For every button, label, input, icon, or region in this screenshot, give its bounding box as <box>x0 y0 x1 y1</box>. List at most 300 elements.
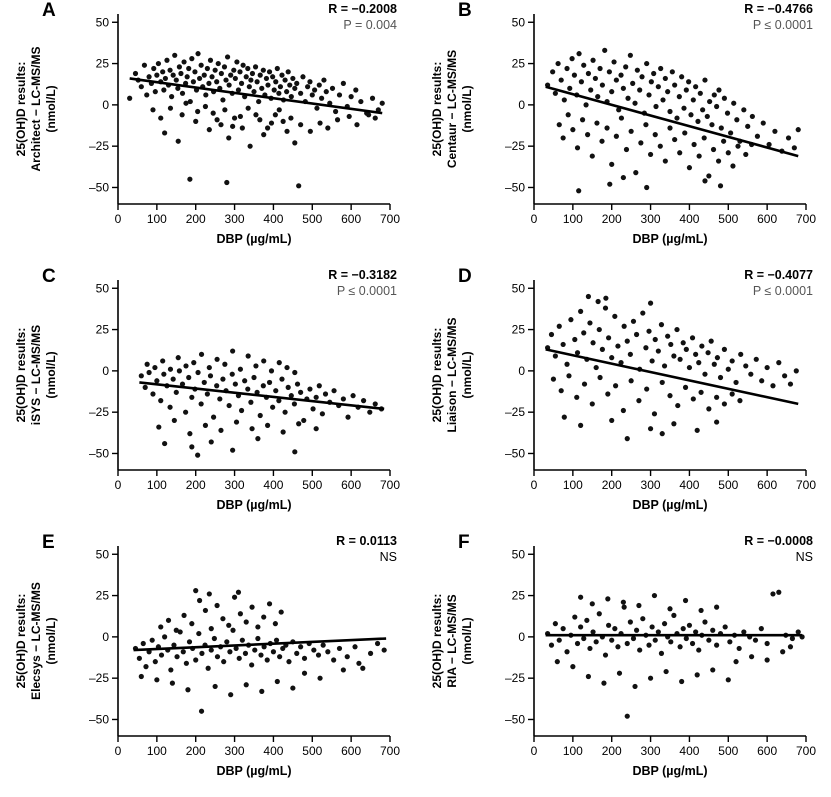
y-axis-label-line: Centaur − LC-MS/MS <box>445 49 459 169</box>
data-point <box>292 86 297 91</box>
x-tick-label: 300 <box>224 744 245 758</box>
data-point <box>341 667 346 672</box>
y-axis-label <box>14 546 59 736</box>
data-point <box>220 616 225 621</box>
x-tick-label: 400 <box>263 478 284 492</box>
data-point <box>702 135 707 140</box>
data-point <box>553 353 558 358</box>
data-point <box>567 86 572 91</box>
data-point <box>207 591 212 596</box>
data-point <box>695 428 700 433</box>
data-point <box>228 73 233 78</box>
data-point <box>731 101 736 106</box>
x-tick-label: 300 <box>640 212 661 226</box>
data-point <box>681 626 686 631</box>
data-point <box>281 429 286 434</box>
data-point <box>214 117 219 122</box>
data-point <box>644 185 649 190</box>
data-point <box>693 352 698 357</box>
data-point <box>628 619 633 624</box>
data-point <box>559 388 564 393</box>
data-point <box>252 647 257 652</box>
data-point <box>561 342 566 347</box>
data-point <box>710 667 715 672</box>
data-point <box>719 125 724 130</box>
data-point <box>735 144 740 149</box>
data-point <box>207 127 212 132</box>
data-point <box>333 109 338 114</box>
data-point <box>557 122 562 127</box>
data-point <box>302 671 307 676</box>
data-point <box>224 639 229 644</box>
data-point <box>237 69 242 74</box>
data-point <box>273 388 278 393</box>
data-point <box>185 74 190 79</box>
data-point <box>650 624 655 629</box>
data-point <box>621 175 626 180</box>
data-point <box>738 352 743 357</box>
data-point <box>265 82 270 87</box>
data-point <box>345 415 350 420</box>
data-point <box>321 77 326 82</box>
correlation-value: R = 0.0113 <box>336 534 397 548</box>
data-point <box>267 601 272 606</box>
y-tick-label: –25 <box>88 671 109 686</box>
data-point <box>256 99 261 104</box>
data-point <box>281 119 286 124</box>
data-point <box>178 71 183 76</box>
panel-letter-b: B <box>458 0 472 21</box>
data-point <box>632 101 637 106</box>
data-point <box>230 124 235 129</box>
y-tick-label: 25 <box>95 56 109 71</box>
data-point <box>225 54 230 59</box>
data-point <box>699 343 704 348</box>
data-point <box>317 82 322 87</box>
data-point <box>302 656 307 661</box>
data-point <box>311 647 316 652</box>
data-point <box>564 649 569 654</box>
y-tick-label: 0 <box>518 363 525 378</box>
data-point <box>679 679 684 684</box>
data-point <box>197 598 202 603</box>
data-point <box>240 125 245 130</box>
data-point <box>600 347 605 352</box>
data-point <box>232 595 237 600</box>
data-point <box>221 659 226 664</box>
data-point <box>172 53 177 58</box>
data-point <box>653 104 658 109</box>
data-point <box>292 370 297 375</box>
y-tick-label: –50 <box>88 180 109 195</box>
data-point <box>653 337 658 342</box>
data-point <box>180 112 185 117</box>
data-point <box>635 68 640 73</box>
data-point <box>671 421 676 426</box>
data-point <box>257 117 262 122</box>
data-point <box>628 53 633 58</box>
data-point <box>578 423 583 428</box>
data-point <box>682 130 687 135</box>
data-point <box>298 390 303 395</box>
data-point <box>218 428 223 433</box>
data-point <box>267 69 272 74</box>
data-point <box>659 322 664 327</box>
data-point <box>656 84 661 89</box>
data-point <box>248 77 253 82</box>
data-point <box>714 395 719 400</box>
data-point <box>258 652 263 657</box>
data-point <box>636 398 641 403</box>
data-point <box>587 320 592 325</box>
scatter-plot-e <box>74 546 406 766</box>
data-point <box>227 82 232 87</box>
x-tick-label: 0 <box>530 744 538 758</box>
data-point <box>276 91 281 96</box>
data-point <box>353 87 358 92</box>
data-point <box>187 431 192 436</box>
data-point <box>158 115 163 120</box>
data-point <box>261 614 266 619</box>
data-point <box>153 659 158 664</box>
data-point <box>236 590 241 595</box>
data-point <box>352 644 357 649</box>
data-point <box>150 638 155 643</box>
data-point <box>733 380 738 385</box>
data-point <box>162 634 167 639</box>
data-point <box>621 600 626 605</box>
data-point <box>674 115 679 120</box>
data-point <box>776 360 781 365</box>
data-point <box>730 163 735 168</box>
data-point <box>181 649 186 654</box>
y-axis-label-line: (nmol/L) <box>460 85 474 133</box>
y-tick-label: 0 <box>102 363 109 378</box>
scatter-plot-f <box>490 546 822 766</box>
data-point <box>248 144 253 149</box>
data-point <box>244 682 249 687</box>
data-point <box>177 64 182 69</box>
data-point <box>228 692 233 697</box>
data-point <box>665 334 670 339</box>
y-axis-label <box>14 14 59 204</box>
y-tick-label: –50 <box>504 180 525 195</box>
data-point <box>277 654 282 659</box>
y-axis-label-line: Liaison − LC-MS/MS <box>445 317 459 433</box>
x-tick-label: 500 <box>302 478 323 492</box>
data-point <box>234 59 239 64</box>
data-point <box>273 79 278 84</box>
data-point <box>566 112 571 117</box>
data-point <box>349 94 354 99</box>
data-point <box>373 401 378 406</box>
data-point <box>294 81 299 86</box>
data-point <box>622 324 627 329</box>
panel-letter-a: A <box>42 0 56 21</box>
data-point <box>193 657 198 662</box>
data-point <box>638 140 643 145</box>
data-point <box>730 391 735 396</box>
data-point <box>145 362 150 367</box>
data-point <box>189 395 194 400</box>
x-tick-label: 100 <box>562 212 583 226</box>
data-point <box>632 684 637 689</box>
data-point <box>698 608 703 613</box>
data-point <box>792 145 797 150</box>
data-point <box>609 162 614 167</box>
data-point <box>674 327 679 332</box>
data-point <box>726 677 731 682</box>
data-point <box>691 396 696 401</box>
data-point <box>749 654 754 659</box>
data-point <box>644 61 649 66</box>
data-point <box>238 611 243 616</box>
y-tick-label: 50 <box>511 15 525 30</box>
y-tick-label: –25 <box>504 405 525 420</box>
data-point <box>161 87 166 92</box>
data-point <box>582 381 587 386</box>
data-point <box>150 391 155 396</box>
data-point <box>246 106 251 111</box>
data-point <box>553 621 558 626</box>
data-point <box>660 97 665 102</box>
data-point <box>356 661 361 666</box>
data-points <box>133 588 387 714</box>
data-point <box>594 639 599 644</box>
data-point <box>203 608 208 613</box>
data-point <box>646 329 651 334</box>
data-point <box>606 335 611 340</box>
data-point <box>360 666 365 671</box>
data-point <box>581 330 586 335</box>
data-point <box>312 87 317 92</box>
data-point <box>244 74 249 79</box>
data-point <box>255 79 260 84</box>
data-point <box>320 411 325 416</box>
data-point <box>619 115 624 120</box>
data-point <box>232 115 237 120</box>
data-point <box>745 124 750 129</box>
correlation-value: R = −0.3182 <box>328 268 397 282</box>
data-point <box>640 616 645 621</box>
data-point <box>249 605 254 610</box>
data-point <box>631 636 636 641</box>
data-point <box>264 76 269 81</box>
data-point <box>324 89 329 94</box>
data-point <box>278 84 283 89</box>
chart-panel-e <box>0 532 415 797</box>
x-tick-label: 0 <box>114 212 122 226</box>
y-axis-label-line: (nmol/L) <box>44 351 58 399</box>
x-tick-label: 400 <box>679 212 700 226</box>
data-point <box>227 649 232 654</box>
data-point <box>176 139 181 144</box>
y-axis-label-line: (nmol/L) <box>460 617 474 665</box>
y-axis-label <box>14 280 59 470</box>
data-point <box>214 79 219 84</box>
data-point <box>566 373 571 378</box>
data-point <box>710 628 715 633</box>
data-point <box>269 120 274 125</box>
panel-letter-f: F <box>458 532 470 553</box>
data-point <box>183 410 188 415</box>
data-point <box>741 107 746 112</box>
data-point <box>231 68 236 73</box>
data-point <box>226 135 231 140</box>
data-point <box>711 147 716 152</box>
data-point <box>564 66 569 71</box>
data-point <box>146 74 151 79</box>
data-point <box>618 73 623 78</box>
data-point <box>672 137 677 142</box>
data-point <box>625 436 630 441</box>
data-point <box>258 73 263 78</box>
data-point <box>133 71 138 76</box>
data-point <box>214 383 219 388</box>
data-point <box>298 91 303 96</box>
data-point <box>759 378 764 383</box>
data-point <box>653 638 658 643</box>
x-tick-label: 700 <box>795 478 817 492</box>
data-point <box>722 401 727 406</box>
data-point <box>634 628 639 633</box>
data-point <box>718 375 723 380</box>
data-point <box>776 590 781 595</box>
data-point <box>555 61 560 66</box>
data-point <box>202 380 207 385</box>
y-tick-label: 50 <box>95 15 109 30</box>
data-point <box>643 122 648 127</box>
data-point <box>271 649 276 654</box>
data-point <box>646 92 651 97</box>
data-point <box>706 406 711 411</box>
data-point <box>734 117 739 122</box>
data-point <box>261 383 266 388</box>
x-tick-label: 200 <box>185 212 206 226</box>
data-point <box>662 363 667 368</box>
x-tick-label: 600 <box>341 212 362 226</box>
data-point <box>607 69 612 74</box>
data-point <box>290 685 295 690</box>
y-axis-label <box>430 14 475 204</box>
data-point <box>139 674 144 679</box>
data-point <box>238 367 243 372</box>
data-point <box>601 681 606 686</box>
x-tick-label: 600 <box>757 478 778 492</box>
data-point <box>317 676 322 681</box>
data-point <box>292 449 297 454</box>
data-point <box>168 667 173 672</box>
panel-letter-d: D <box>458 266 472 287</box>
x-tick-label: 500 <box>718 744 739 758</box>
data-point <box>284 129 289 134</box>
data-point <box>594 365 599 370</box>
data-point <box>687 365 692 370</box>
data-point <box>237 656 242 661</box>
data-point <box>337 92 342 97</box>
data-point <box>782 373 787 378</box>
data-point <box>292 140 297 145</box>
data-point <box>678 644 683 649</box>
data-point <box>660 431 665 436</box>
y-axis-label <box>430 280 475 470</box>
x-tick-label: 600 <box>341 478 362 492</box>
data-point <box>714 643 719 648</box>
data-point <box>628 352 633 357</box>
data-point <box>572 337 577 342</box>
data-point <box>702 77 707 82</box>
data-point <box>613 383 618 388</box>
data-point <box>156 424 161 429</box>
data-point <box>158 624 163 629</box>
data-point <box>733 659 738 664</box>
data-point <box>206 81 211 86</box>
correlation-value: R = −0.4766 <box>744 2 813 16</box>
y-tick-label: –25 <box>88 139 109 154</box>
data-point <box>261 68 266 73</box>
data-point <box>640 310 645 315</box>
data-point <box>609 418 614 423</box>
data-point <box>279 609 284 614</box>
data-point <box>576 51 581 56</box>
data-point <box>211 415 216 420</box>
x-axis-label: DBP (µg/mL) <box>216 498 292 512</box>
data-point <box>753 638 758 643</box>
data-point <box>323 391 328 396</box>
data-point <box>625 96 630 101</box>
data-point <box>193 119 198 124</box>
data-point <box>142 63 147 68</box>
data-point <box>325 125 330 130</box>
y-axis-label-line: iSYS − LC-MS/MS <box>29 324 43 426</box>
data-point <box>286 69 291 74</box>
data-point <box>239 408 244 413</box>
data-point <box>593 76 598 81</box>
data-point <box>646 643 651 648</box>
data-point <box>599 139 604 144</box>
data-points <box>127 51 385 188</box>
data-point <box>658 66 663 71</box>
data-point <box>684 87 689 92</box>
y-axis-label-line: 25(OH)D results: <box>14 61 28 157</box>
data-point <box>154 378 159 383</box>
data-point <box>644 386 649 391</box>
data-point <box>295 381 300 386</box>
data-point <box>715 355 720 360</box>
data-point <box>213 684 218 689</box>
y-tick-label: 0 <box>102 97 109 112</box>
data-point <box>590 58 595 63</box>
data-point <box>581 63 586 68</box>
data-point <box>743 152 748 157</box>
x-tick-label: 500 <box>718 212 739 226</box>
data-point <box>161 372 166 377</box>
p-value: P ≤ 0.0001 <box>752 17 813 32</box>
data-point <box>255 436 260 441</box>
data-point <box>671 353 676 358</box>
data-point <box>298 644 303 649</box>
data-point <box>162 130 167 135</box>
data-point <box>261 358 266 363</box>
chart-panel-b <box>416 0 831 265</box>
data-point <box>723 624 728 629</box>
data-point <box>230 372 235 377</box>
data-point <box>667 125 672 130</box>
y-tick-label: –50 <box>504 446 525 461</box>
x-tick-label: 300 <box>224 478 245 492</box>
data-point <box>345 654 350 659</box>
data-point <box>282 410 287 415</box>
